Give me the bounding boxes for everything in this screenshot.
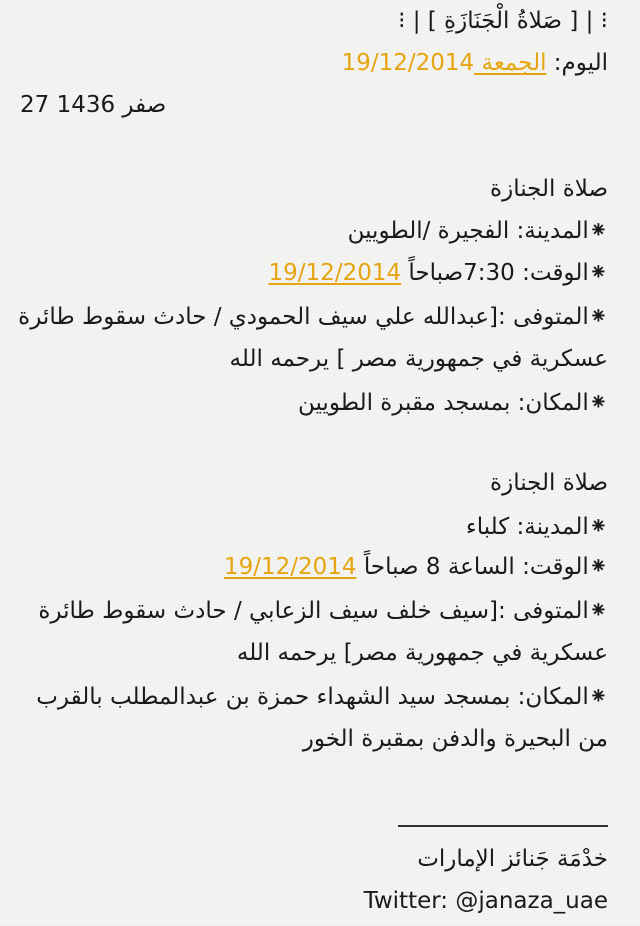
day-line bbox=[20, 44, 608, 82]
prayer1-deceased-line1: ⁕المتوفى :[عبدالله علي سيف الحمودي / حادث سقوط طائرة bbox=[18, 304, 608, 330]
prayer2-time-text: ⁕الوقت: الساعة 8 صباحاً bbox=[363, 554, 608, 580]
gregorian-date: 19/12/2014 bbox=[341, 50, 475, 76]
footer-service-name: خدْمَة جَنائز الإمارات bbox=[417, 846, 608, 872]
prayer2-heading: صلاة الجنازة bbox=[490, 470, 608, 496]
footer-twitter: Twitter: @janaza_uae bbox=[363, 888, 608, 914]
prayer2-place-line2: من البحيرة والدفن بمقبرة الخور bbox=[302, 726, 608, 752]
prayer1-time bbox=[20, 254, 608, 292]
prayer2-deceased-line2: عسكرية في جمهورية مصر] يرحمه الله bbox=[236, 640, 608, 666]
hijri-date-text: 27 صفر 1436 bbox=[20, 92, 167, 118]
prayer2-deceased-line1: ⁕المتوفى :[سيف خلف سيف الزعابي / حادث سقوط طائرة bbox=[38, 598, 608, 624]
prayer1-deceased-line2: عسكرية في جمهورية مصر ] يرحمه الله bbox=[229, 346, 608, 372]
prayer2-city: ⁕المدينة: كلباء bbox=[465, 514, 608, 540]
header-title: ⁝ | [ صَلاةُ الْجَنَازَةِ ] | ⁝ bbox=[398, 8, 608, 34]
prayer2-time bbox=[20, 548, 608, 586]
prayer1-place: ⁕المكان: بمسجد مقبرة الطويين bbox=[297, 390, 608, 416]
prayer1-city: ⁕المدينة: الفجيرة /الطويين bbox=[347, 218, 608, 244]
hijri-date bbox=[20, 86, 608, 124]
prayer1-time-text: ⁕الوقت: 7:30صباحاً bbox=[408, 260, 608, 286]
footer-divider bbox=[398, 825, 608, 827]
day-date-link[interactable] bbox=[342, 50, 547, 76]
prayer2-place-line1: ⁕المكان: بمسجد سيد الشهداء حمزة بن عبدالمطلب بالقرب bbox=[36, 684, 608, 710]
prayer1-heading: صلاة الجنازة bbox=[490, 176, 608, 202]
prayer1-date-link[interactable]: 19/12/2014 bbox=[268, 260, 402, 286]
day-label: اليوم: bbox=[553, 50, 608, 76]
prayer2-date-link[interactable]: 19/12/2014 bbox=[223, 554, 357, 580]
day-name: الجمعة bbox=[481, 50, 547, 76]
